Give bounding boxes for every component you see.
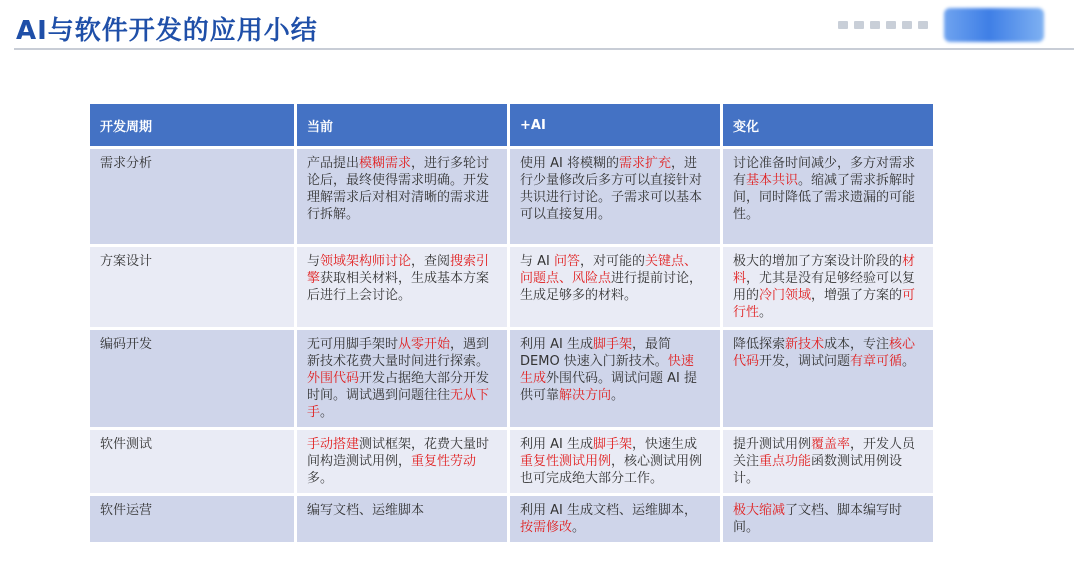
- cell-text: ，快速生成: [632, 437, 698, 452]
- highlight-text: 有章可循: [850, 354, 903, 369]
- logo-mark-3: [870, 21, 880, 29]
- table-header-row: [90, 104, 933, 146]
- title-divider: [14, 48, 1074, 50]
- cell-text: ，进行少量修改后多方可以直接针对共识进行讨论。子需求可以基本可以直接复用。: [520, 156, 703, 222]
- cell-text: 进行提前讨论，生成足够多的材料。: [520, 271, 703, 303]
- current-cell: [297, 327, 507, 427]
- highlight-text: 重复性测试用例: [520, 454, 612, 469]
- cell-text: 与: [307, 254, 321, 269]
- ai-cell: [510, 244, 720, 327]
- highlight-text: 搜索引擎: [307, 254, 490, 286]
- change-cell: [723, 244, 933, 327]
- highlight-text: 脚手架: [593, 337, 633, 352]
- highlight-text: 覆盖率: [811, 437, 851, 452]
- highlight-text: 解决方向: [559, 388, 612, 403]
- highlight-text: 快速生成: [520, 354, 694, 386]
- cell-text: 。: [320, 405, 334, 420]
- stage-cell: 方案设计: [90, 244, 294, 327]
- logo-mark-1: [838, 21, 848, 29]
- header-change: 变化: [723, 104, 933, 146]
- highlight-text: 模糊需求: [359, 156, 412, 171]
- cell-text: 成本，专注: [824, 337, 890, 352]
- cell-text: 获取相关材料，生成基本方案后进行上会讨论。: [307, 271, 490, 303]
- highlight-text: 新技术: [785, 337, 825, 352]
- cell-text: 。: [759, 305, 773, 320]
- table-row: [90, 244, 933, 327]
- cell-text: ，尤其是没有足够经验可以复用的: [733, 271, 916, 303]
- ai-cell: [510, 327, 720, 427]
- cell-text: ，对可能的: [580, 254, 646, 269]
- highlight-text: 无从下手: [307, 388, 490, 420]
- cell-text: ，最简 DEMO 快速入门新技术。: [520, 337, 672, 369]
- cell-text: 了文档、脚本编写时间。: [733, 503, 903, 535]
- cell-text: 外围代码。调试问题 AI 提供可靠: [520, 371, 698, 403]
- highlight-text: 重点功能: [759, 454, 812, 469]
- change-cell: [723, 146, 933, 244]
- highlight-text: 材料: [733, 254, 916, 286]
- cell-text: 极大的增加了方案设计阶段的: [733, 254, 903, 269]
- cell-text: ，查阅: [411, 254, 451, 269]
- cell-text: 。缩减了需求拆解时间，同时降低了需求遗漏的可能性。: [733, 173, 916, 222]
- cell-text: 产品提出: [307, 156, 360, 171]
- table-row: [90, 493, 933, 542]
- change-cell: [723, 493, 933, 542]
- cell-text: 。: [611, 388, 625, 403]
- cell-text: ，进行多轮讨论后，最终使得需求明确。开发理解需求后对相对清晰的需求进行拆解。: [307, 156, 490, 222]
- cell-text: ，核心测试用例也可完成绝大部分工作。: [520, 454, 703, 486]
- cell-text: 开发，调试问题: [759, 354, 851, 369]
- highlight-text: 极大缩减: [733, 503, 786, 518]
- logo-mark-2: [854, 21, 864, 29]
- highlight-text: 脚手架: [593, 437, 633, 452]
- table-body: [90, 146, 933, 542]
- highlight-text: 手动搭建: [307, 437, 360, 452]
- current-cell: [297, 427, 507, 493]
- change-cell: [723, 327, 933, 427]
- cell-text: 测试框架，花费大量时间构造测试用例，: [307, 437, 490, 469]
- cell-text: 利用 AI 生成: [520, 437, 593, 452]
- cell-text: 与 AI: [520, 254, 554, 269]
- ai-cell: [510, 146, 720, 244]
- cell-text: ，遇到新技术花费大量时间进行探索。: [307, 337, 490, 369]
- ai-cell: [510, 427, 720, 493]
- cell-text: ，开发人员关注: [733, 437, 916, 469]
- header-stage: 开发周期: [90, 104, 294, 146]
- highlight-text: 外围代码: [307, 371, 360, 386]
- stage-cell: 需求分析: [90, 146, 294, 244]
- cell-text: 。: [572, 520, 586, 535]
- cell-text: 。: [902, 354, 916, 369]
- cell-text: 讨论准备时间减少，多方对需求有: [733, 156, 916, 188]
- cell-text: 无可用脚手架时: [307, 337, 399, 352]
- page-title: AI与软件开发的应用小结: [16, 16, 318, 46]
- logo: [838, 8, 1070, 42]
- logo-mark-6: [918, 21, 928, 29]
- summary-table: [87, 104, 936, 542]
- cell-text: 提升测试用例: [733, 437, 812, 452]
- highlight-text: 可行性: [733, 288, 916, 320]
- change-cell: [723, 427, 933, 493]
- highlight-text: 领域架构师讨论: [320, 254, 412, 269]
- table-row: [90, 327, 933, 427]
- header-ai: +AI: [510, 104, 720, 146]
- cell-text: 利用 AI 生成: [520, 337, 593, 352]
- highlight-text: 关键点、问题点、风险点: [520, 254, 698, 286]
- highlight-text: 问答: [554, 254, 581, 269]
- highlight-text: 冷门领域: [759, 288, 812, 303]
- stage-cell: 编码开发: [90, 327, 294, 427]
- table-row: [90, 427, 933, 493]
- highlight-text: 需求扩充: [619, 156, 672, 171]
- logo-mark-4: [886, 21, 896, 29]
- cell-text: 降低探索: [733, 337, 786, 352]
- cell-text: 使用 AI 将模糊的: [520, 156, 619, 171]
- cell-text: 函数测试用例设计。: [733, 454, 903, 486]
- current-cell: [297, 493, 507, 542]
- table-row: [90, 146, 933, 244]
- cell-text: 编写文档、运维脚本: [307, 503, 425, 518]
- highlight-text: 重复性劳动: [411, 454, 477, 469]
- logo-mark-5: [902, 21, 912, 29]
- ai-cell: [510, 493, 720, 542]
- cell-text: 开发占据绝大部分开发时间。调试遇到问题往往: [307, 371, 490, 403]
- highlight-text: 从零开始: [398, 337, 451, 352]
- current-cell: [297, 146, 507, 244]
- current-cell: [297, 244, 507, 327]
- highlight-text: 核心代码: [733, 337, 916, 369]
- brand-logo-image: [944, 8, 1044, 42]
- stage-cell: 软件测试: [90, 427, 294, 493]
- highlight-text: 基本共识: [746, 173, 799, 188]
- cell-text: 利用 AI 生成文档、运维脚本，: [520, 503, 697, 518]
- cell-text: 多。: [307, 471, 334, 486]
- header-current: 当前: [297, 104, 507, 146]
- cell-text: ，增强了方案的: [811, 288, 903, 303]
- stage-cell: 软件运营: [90, 493, 294, 542]
- highlight-text: 按需修改: [520, 520, 573, 535]
